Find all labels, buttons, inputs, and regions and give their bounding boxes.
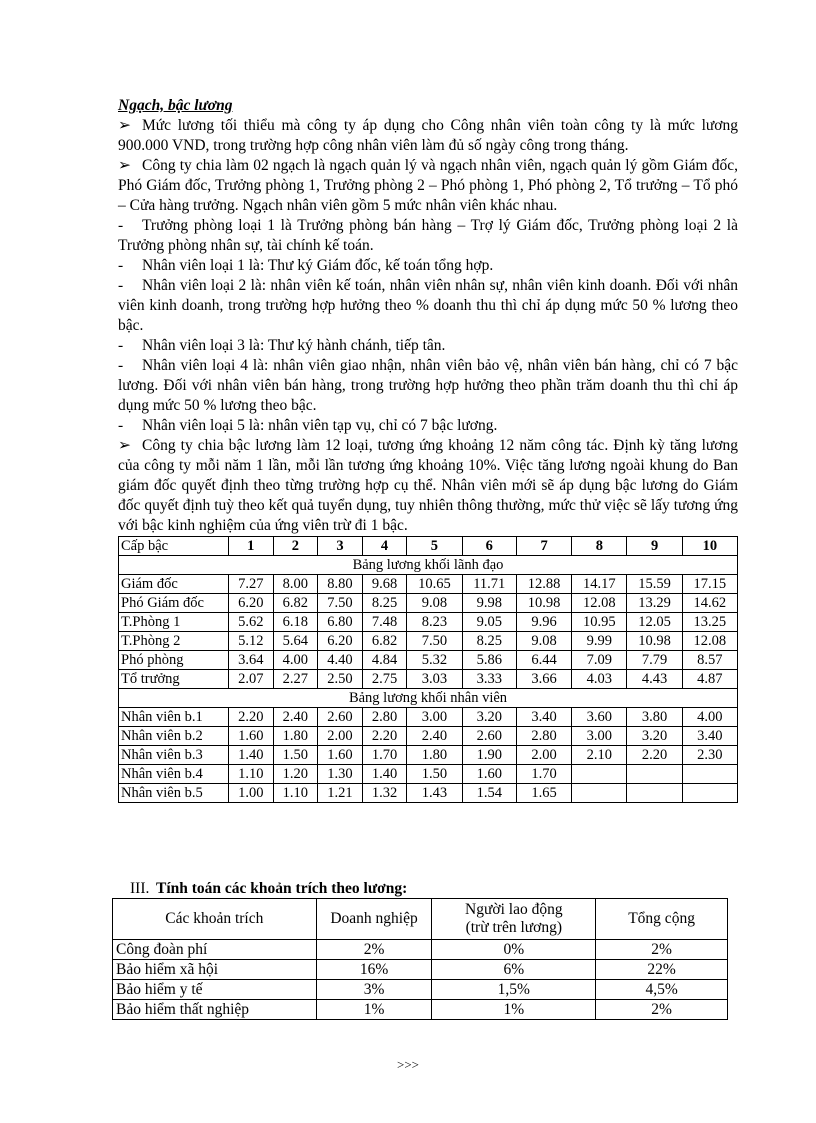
value-cell bbox=[682, 765, 737, 784]
header-cell bbox=[432, 899, 596, 940]
value-cell: 1,5% bbox=[432, 980, 596, 1000]
dash-marker: - bbox=[118, 277, 124, 294]
value-cell: 9.68 bbox=[362, 575, 407, 594]
value-cell: 2.00 bbox=[318, 727, 363, 746]
value-cell: 1.43 bbox=[407, 784, 462, 803]
value-cell: 2.30 bbox=[682, 746, 737, 765]
value-cell: 1.54 bbox=[462, 784, 516, 803]
value-cell: 2.80 bbox=[362, 708, 407, 727]
paragraph bbox=[118, 276, 738, 336]
table-row bbox=[119, 651, 738, 670]
value-cell: 13.25 bbox=[682, 613, 737, 632]
dash-marker: - bbox=[118, 357, 124, 374]
table-row bbox=[113, 960, 728, 980]
value-cell: 1.50 bbox=[407, 765, 462, 784]
paragraph bbox=[118, 416, 738, 436]
level-header-cell: 6 bbox=[462, 537, 516, 556]
section-row bbox=[119, 556, 738, 575]
salary-header-row bbox=[119, 537, 738, 556]
table-row bbox=[119, 613, 738, 632]
value-cell: 8.25 bbox=[362, 594, 407, 613]
value-cell: 1.30 bbox=[318, 765, 363, 784]
value-cell: 7.09 bbox=[572, 651, 627, 670]
level-header-cell: 9 bbox=[627, 537, 682, 556]
value-cell: 22% bbox=[596, 960, 728, 980]
dash-marker: - bbox=[118, 337, 124, 354]
value-cell bbox=[627, 784, 682, 803]
value-cell: 1.70 bbox=[362, 746, 407, 765]
table-row bbox=[113, 1000, 728, 1020]
value-cell: 4,5% bbox=[596, 980, 728, 1000]
level-header-cell: 10 bbox=[682, 537, 737, 556]
value-cell: 8.80 bbox=[318, 575, 363, 594]
value-cell: 7.79 bbox=[627, 651, 682, 670]
section-3-heading bbox=[130, 880, 407, 898]
value-cell: 4.00 bbox=[682, 708, 737, 727]
value-cell: 1.60 bbox=[462, 765, 516, 784]
table-row bbox=[119, 765, 738, 784]
paragraph-text: Nhân viên loại 5 là: nhân viên tạp vụ, chỉ có 7 bậc lương. bbox=[142, 417, 498, 434]
value-cell: 6.20 bbox=[229, 594, 274, 613]
value-cell: 11.71 bbox=[462, 575, 516, 594]
value-cell: 6.80 bbox=[318, 613, 363, 632]
table-row bbox=[113, 940, 728, 960]
table-row bbox=[113, 980, 728, 1000]
level-header-cell: 5 bbox=[407, 537, 462, 556]
dash-marker: - bbox=[118, 217, 124, 234]
dash-marker: - bbox=[118, 417, 124, 434]
value-cell: 1.80 bbox=[273, 727, 318, 746]
row-label-cell: Công đoàn phí bbox=[113, 940, 317, 960]
section-title-cell: Bảng lương khối nhân viên bbox=[119, 689, 738, 708]
value-cell: 1.21 bbox=[318, 784, 363, 803]
value-cell: 2.20 bbox=[627, 746, 682, 765]
salary-scale-table bbox=[118, 536, 738, 803]
value-cell: 2.60 bbox=[318, 708, 363, 727]
value-cell: 1.60 bbox=[318, 746, 363, 765]
value-cell: 5.32 bbox=[407, 651, 462, 670]
row-label-cell: Nhân viên b.4 bbox=[119, 765, 229, 784]
paragraph-text: Công ty chia làm 02 ngạch là ngạch quản lý và ngạch nhân viên, ngạch quản lý gồm Giám đốc, Phó Giám đốc, Trưởng phòng 1, Trưởng phòng 2 – Phó phòng 1, Phó phòng 2, Tổ trưởng – Tổ phó – Cửa hàng trưởng. Ngạch nhân viên gồm 5 mức nhân viên khác nhau. bbox=[118, 157, 738, 214]
value-cell: 1.10 bbox=[229, 765, 274, 784]
value-cell: 2.27 bbox=[273, 670, 318, 689]
value-cell: 12.88 bbox=[517, 575, 572, 594]
value-cell: 10.95 bbox=[572, 613, 627, 632]
table-row bbox=[119, 784, 738, 803]
value-cell: 5.12 bbox=[229, 632, 274, 651]
value-cell: 2.40 bbox=[273, 708, 318, 727]
value-cell: 2.40 bbox=[407, 727, 462, 746]
row-label-cell: Phó Giám đốc bbox=[119, 594, 229, 613]
header-cell: Tổng cộng bbox=[596, 899, 728, 940]
value-cell: 6.44 bbox=[517, 651, 572, 670]
value-cell: 1.00 bbox=[229, 784, 274, 803]
header-line: Người lao động bbox=[465, 901, 563, 918]
value-cell: 0% bbox=[432, 940, 596, 960]
value-cell: 9.08 bbox=[517, 632, 572, 651]
value-cell: 10.65 bbox=[407, 575, 462, 594]
value-cell: 2% bbox=[596, 1000, 728, 1020]
value-cell: 2.00 bbox=[517, 746, 572, 765]
value-cell: 1.50 bbox=[273, 746, 318, 765]
row-label-cell: Bảo hiểm y tế bbox=[113, 980, 317, 1000]
value-cell: 16% bbox=[316, 960, 432, 980]
value-cell bbox=[627, 765, 682, 784]
header-cell: Doanh nghiệp bbox=[316, 899, 432, 940]
value-cell: 15.59 bbox=[627, 575, 682, 594]
value-cell: 2.80 bbox=[517, 727, 572, 746]
value-cell: 9.98 bbox=[462, 594, 516, 613]
paragraph-text: Trưởng phòng loại 1 là Trưởng phòng bán hàng – Trợ lý Giám đốc, Trưởng phòng loại 2 là Trưởng phòng nhân sự, tài chính kế toán. bbox=[118, 217, 738, 254]
value-cell: 1.90 bbox=[462, 746, 516, 765]
value-cell: 1.40 bbox=[362, 765, 407, 784]
row-label-cell: Nhân viên b.1 bbox=[119, 708, 229, 727]
row-label-cell: Bảo hiểm xã hội bbox=[113, 960, 317, 980]
value-cell: 8.25 bbox=[462, 632, 516, 651]
level-header-cell: 7 bbox=[517, 537, 572, 556]
value-cell: 1.32 bbox=[362, 784, 407, 803]
value-cell: 3.03 bbox=[407, 670, 462, 689]
value-cell: 7.48 bbox=[362, 613, 407, 632]
deduction-header-row bbox=[113, 899, 728, 940]
value-cell: 1.10 bbox=[273, 784, 318, 803]
value-cell: 4.84 bbox=[362, 651, 407, 670]
value-cell: 14.17 bbox=[572, 575, 627, 594]
paragraph-text: Công ty chia bậc lương làm 12 loại, tương ứng khoảng 12 năm công tác. Định kỳ tăng lương của công ty mỗi năm 1 lần, mỗi lần tương ứng khoảng 10%. Việc tăng lương ngoài khung do Ban giám đốc quyết định theo từng trường hợp cụ thể. Nhân viên mới sẽ áp dụng bậc lương do Giám đốc quyết định tuỳ theo kết quả tuyển dụng, tuy nhiên thông thường, mức thử việc sẽ lấy tương ứng với bậc kinh nghiệm của ứng viên trừ đi 1 bậc. bbox=[118, 437, 738, 534]
row-label-cell: Giám đốc bbox=[119, 575, 229, 594]
value-cell: 3.80 bbox=[627, 708, 682, 727]
level-header-cell: 2 bbox=[273, 537, 318, 556]
row-label-cell: Nhân viên b.3 bbox=[119, 746, 229, 765]
value-cell: 4.00 bbox=[273, 651, 318, 670]
value-cell: 2.75 bbox=[362, 670, 407, 689]
value-cell: 2.50 bbox=[318, 670, 363, 689]
value-cell: 1.20 bbox=[273, 765, 318, 784]
value-cell: 2.07 bbox=[229, 670, 274, 689]
value-cell: 3.00 bbox=[407, 708, 462, 727]
value-cell: 12.05 bbox=[627, 613, 682, 632]
arrow-bullet-icon: ➢ bbox=[118, 437, 131, 454]
table-row bbox=[119, 708, 738, 727]
value-cell: 1.70 bbox=[517, 765, 572, 784]
value-cell: 2% bbox=[596, 940, 728, 960]
page-footer: >>> bbox=[397, 1057, 419, 1072]
section-row bbox=[119, 689, 738, 708]
document-body bbox=[118, 96, 738, 803]
value-cell: 9.99 bbox=[572, 632, 627, 651]
value-cell bbox=[682, 784, 737, 803]
value-cell: 4.87 bbox=[682, 670, 737, 689]
value-cell: 1.80 bbox=[407, 746, 462, 765]
value-cell: 5.62 bbox=[229, 613, 274, 632]
row-label-cell: Phó phòng bbox=[119, 651, 229, 670]
paragraph bbox=[118, 216, 738, 256]
paragraph-text: Nhân viên loại 3 là: Thư ký hành chánh, tiếp tân. bbox=[142, 337, 446, 354]
value-cell: 13.29 bbox=[627, 594, 682, 613]
dash-marker: - bbox=[118, 257, 124, 274]
value-cell: 6.82 bbox=[362, 632, 407, 651]
arrow-bullet-icon: ➢ bbox=[118, 157, 131, 174]
paragraph-list bbox=[118, 116, 738, 536]
value-cell: 8.23 bbox=[407, 613, 462, 632]
level-header-cell: 1 bbox=[229, 537, 274, 556]
value-cell: 2% bbox=[316, 940, 432, 960]
value-cell: 4.03 bbox=[572, 670, 627, 689]
value-cell: 2.20 bbox=[229, 708, 274, 727]
value-cell: 3.00 bbox=[572, 727, 627, 746]
table-row bbox=[119, 575, 738, 594]
value-cell: 2.20 bbox=[362, 727, 407, 746]
value-cell: 10.98 bbox=[517, 594, 572, 613]
value-cell: 3.20 bbox=[627, 727, 682, 746]
value-cell: 1% bbox=[316, 1000, 432, 1020]
row-label-cell: Nhân viên b.2 bbox=[119, 727, 229, 746]
paragraph-text: Nhân viên loại 4 là: nhân viên giao nhận, nhân viên bảo vệ, nhân viên bán hàng, chỉ có 7 bậc lương. Đối với nhân viên bán hàng, trong trường hợp hưởng theo phần trăm doanh thu thì chỉ áp dụng mức 50 % lương theo bậc. bbox=[118, 357, 738, 414]
section-title: Tính toán các khoản trích theo lương: bbox=[156, 880, 408, 897]
value-cell: 1.60 bbox=[229, 727, 274, 746]
value-cell: 10.98 bbox=[627, 632, 682, 651]
row-label-cell: Tổ trưởng bbox=[119, 670, 229, 689]
value-cell: 4.43 bbox=[627, 670, 682, 689]
value-cell: 12.08 bbox=[572, 594, 627, 613]
paragraph bbox=[118, 156, 738, 216]
value-cell: 5.86 bbox=[462, 651, 516, 670]
paragraph bbox=[118, 336, 738, 356]
value-cell bbox=[572, 784, 627, 803]
header-line: (trừ trên lương) bbox=[465, 919, 563, 936]
value-cell: 3.40 bbox=[517, 708, 572, 727]
value-cell: 6.20 bbox=[318, 632, 363, 651]
section-heading: Ngạch, bậc lương bbox=[118, 97, 233, 114]
value-cell: 1.40 bbox=[229, 746, 274, 765]
paragraph bbox=[118, 436, 738, 536]
paragraph-text: Nhân viên loại 2 là: nhân viên kế toán, nhân viên nhân sự, nhân viên kinh doanh. Đối với nhân viên kinh doanh, trong trường hợp hưởng theo % doanh thu thì chỉ áp dụng mức 50 % lương theo bậc. bbox=[118, 277, 738, 334]
table-row bbox=[119, 632, 738, 651]
table-row bbox=[119, 670, 738, 689]
table-row bbox=[119, 727, 738, 746]
value-cell: 3.60 bbox=[572, 708, 627, 727]
value-cell: 9.96 bbox=[517, 613, 572, 632]
row-label-cell: T.Phòng 1 bbox=[119, 613, 229, 632]
header-cell: Cấp bậc bbox=[119, 537, 229, 556]
value-cell: 3% bbox=[316, 980, 432, 1000]
paragraph bbox=[118, 116, 738, 156]
value-cell: 9.08 bbox=[407, 594, 462, 613]
row-label-cell: Nhân viên b.5 bbox=[119, 784, 229, 803]
value-cell: 3.66 bbox=[517, 670, 572, 689]
paragraph-text: Mức lương tối thiểu mà công ty áp dụng cho Công nhân viên toàn công ty là mức lương 900.000 VND, trong trường hợp công nhân viên làm đủ số ngày công trong tháng. bbox=[118, 117, 738, 154]
paragraph-text: Nhân viên loại 1 là: Thư ký Giám đốc, kế toán tổng hợp. bbox=[142, 257, 494, 274]
value-cell: 9.05 bbox=[462, 613, 516, 632]
value-cell: 8.57 bbox=[682, 651, 737, 670]
value-cell: 6% bbox=[432, 960, 596, 980]
value-cell: 3.33 bbox=[462, 670, 516, 689]
value-cell: 7.50 bbox=[318, 594, 363, 613]
deduction-table bbox=[112, 898, 728, 1020]
value-cell: 4.40 bbox=[318, 651, 363, 670]
value-cell: 12.08 bbox=[682, 632, 737, 651]
arrow-bullet-icon: ➢ bbox=[118, 117, 131, 134]
row-label-cell: T.Phòng 2 bbox=[119, 632, 229, 651]
value-cell: 3.40 bbox=[682, 727, 737, 746]
value-cell: 7.27 bbox=[229, 575, 274, 594]
level-header-cell: 4 bbox=[362, 537, 407, 556]
value-cell: 14.62 bbox=[682, 594, 737, 613]
row-label-cell: Bảo hiểm thất nghiệp bbox=[113, 1000, 317, 1020]
header-cell: Các khoản trích bbox=[113, 899, 317, 940]
section-number: III. bbox=[130, 880, 150, 897]
value-cell: 6.82 bbox=[273, 594, 318, 613]
paragraph bbox=[118, 356, 738, 416]
value-cell: 6.18 bbox=[273, 613, 318, 632]
value-cell: 2.10 bbox=[572, 746, 627, 765]
section-title-cell: Bảng lương khối lãnh đạo bbox=[119, 556, 738, 575]
table-row bbox=[119, 594, 738, 613]
value-cell: 17.15 bbox=[682, 575, 737, 594]
table-row bbox=[119, 746, 738, 765]
value-cell: 2.60 bbox=[462, 727, 516, 746]
value-cell: 3.64 bbox=[229, 651, 274, 670]
value-cell: 1% bbox=[432, 1000, 596, 1020]
value-cell: 7.50 bbox=[407, 632, 462, 651]
value-cell: 3.20 bbox=[462, 708, 516, 727]
value-cell: 8.00 bbox=[273, 575, 318, 594]
value-cell bbox=[572, 765, 627, 784]
level-header-cell: 3 bbox=[318, 537, 363, 556]
value-cell: 5.64 bbox=[273, 632, 318, 651]
value-cell: 1.65 bbox=[517, 784, 572, 803]
paragraph bbox=[118, 256, 738, 276]
level-header-cell: 8 bbox=[572, 537, 627, 556]
